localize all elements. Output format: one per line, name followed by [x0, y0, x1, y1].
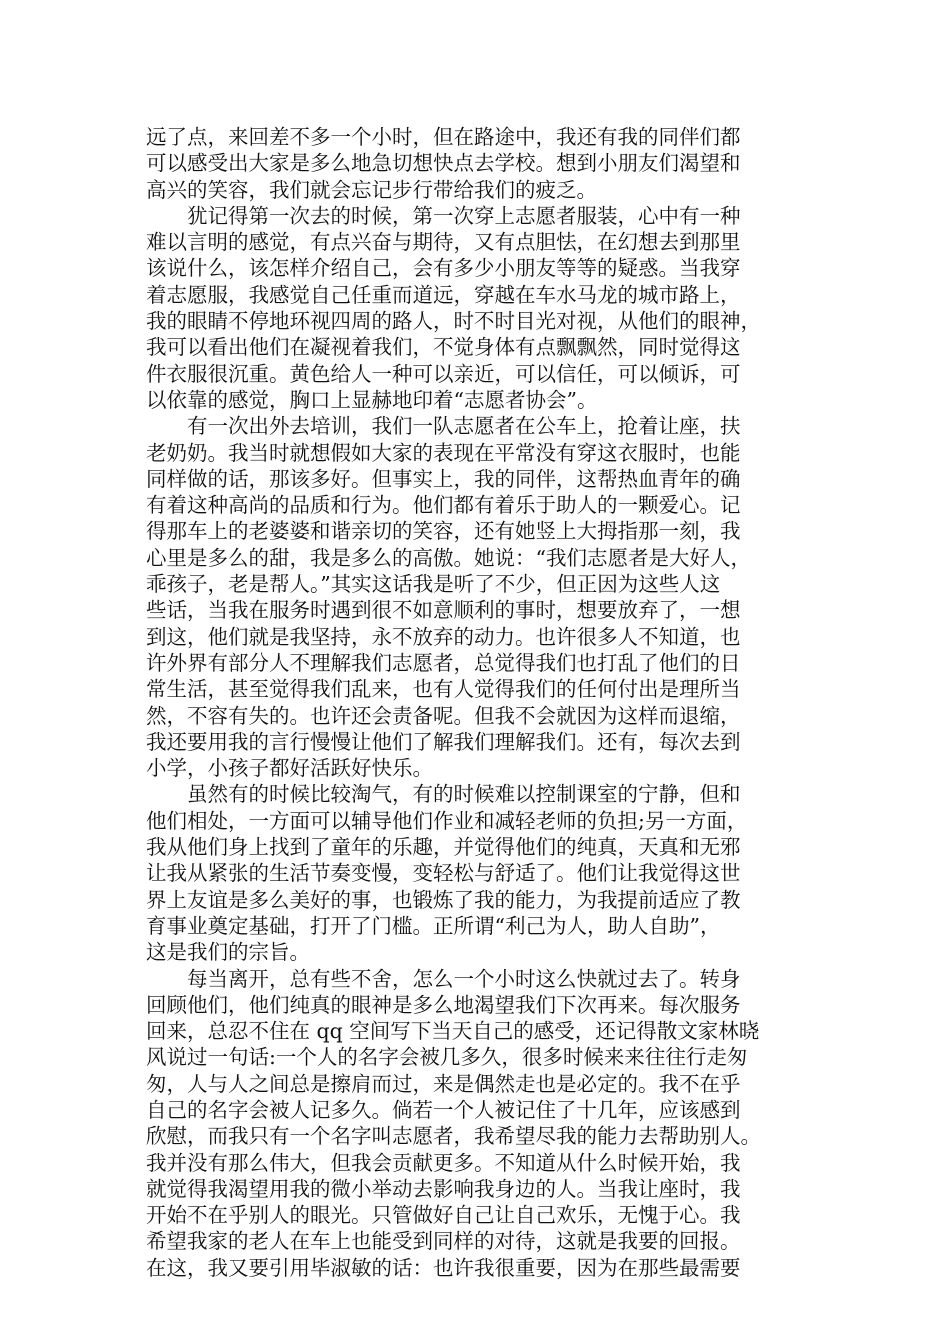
text-line: 心里是多么的甜，我是多么的高傲。她说：“我们志愿者是大好人， — [146, 545, 751, 570]
text-line: 每当离开，总有些不舍，怎么一个小时这么快就过去了。转身 — [187, 966, 741, 991]
text-line: 自己的名字会被人记多久。倘若一个人被记住了十几年，应该感到 — [146, 1097, 741, 1122]
text-line: 就觉得我渴望用我的微小举动去影响我身边的人。当我让座时，我 — [146, 1176, 741, 1201]
text-line: 他们相处，一方面可以辅导他们作业和减轻老师的负担;另一方面， — [146, 808, 748, 833]
text-line: 小学，小孩子都好活跃好快乐。 — [146, 756, 433, 781]
text-line: 犹记得第一次去的时候，第一次穿上志愿者服装，心中有一种 — [187, 203, 741, 228]
text-line: 我并没有那么伟大，但我会贡献更多。不知道从什么时候开始，我 — [146, 1150, 741, 1175]
text-line: 我的眼睛不停地环视四周的路人，时不时目光对视，从他们的眼神， — [146, 309, 761, 334]
text-line: 风说过一句话:一个人的名字会被几多久，很多时候来来往往行走匆 — [146, 1045, 748, 1070]
text-line: 希望我家的老人在车上也能受到同样的对待，这就是我要的回报。 — [146, 1229, 741, 1254]
text-line: 有一次出外去培训，我们一队志愿者在公车上，抢着让座，扶 — [187, 414, 741, 439]
text-line: 欣慰，而我只有一个名字叫志愿者，我希望尽我的能力去帮助别人。 — [146, 1124, 761, 1149]
body-text — [146, 124, 836, 1281]
text-line: 可以感受出大家是多么地急切想快点去学校。想到小朋友们渴望和 — [146, 151, 741, 176]
text-line: 件衣服很沉重。黄色给人一种可以亲近，可以信任，可以倾诉，可 — [146, 361, 741, 386]
text-line: 回来，总忍不住在 qq 空间写下当天自己的感受，还记得散文家林晓 — [146, 1019, 760, 1044]
text-line: 难以言明的感觉，有点兴奋与期待，又有点胆怯，在幻想去到那里 — [146, 230, 741, 255]
text-line: 些话，当我在服务时遇到很不如意顺利的事时，想要放弃了，一想 — [146, 598, 741, 623]
text-line: 许外界有部分人不理解我们志愿者，总觉得我们也打乱了他们的日 — [146, 650, 741, 675]
text-line: 常生活，甚至觉得我们乱来，也有人觉得我们的任何付出是理所当 — [146, 677, 741, 702]
text-line: 该说什么，该怎样介绍自己，会有多少小朋友等等的疑惑。当我穿 — [146, 256, 741, 281]
text-line: 我还要用我的言行慢慢让他们了解我们理解我们。还有，每次去到 — [146, 729, 741, 754]
text-line: 育事业奠定基础，打开了门槛。正所谓“利己为人，助人自助”， — [146, 913, 721, 938]
text-line: 远了点，来回差不多一个小时，但在路途中，我还有我的同伴们都 — [146, 125, 741, 149]
text-line: 着志愿服，我感觉自己任重而道远，穿越在车水马龙的城市路上， — [146, 282, 741, 307]
text-line: 以依靠的感觉，胸口上显赫地印着“志愿者协会”。 — [146, 387, 598, 412]
text-line: 匆，人与人之间总是擦肩而过，来是偶然走也是必定的。我不在乎 — [146, 1071, 741, 1096]
text-line: 高兴的笑容，我们就会忘记步行带给我们的疲乏。 — [146, 177, 597, 202]
text-line: 然，不容有失的。也许还会责备呢。但我不会就因为这样而退缩， — [146, 703, 741, 728]
text-line: 界上友谊是多么美好的事，也锻炼了我的能力，为我提前适应了教 — [146, 887, 741, 912]
text-line: 在这，我又要引用毕淑敏的话：也许我很重要，因为在那些最需要 — [146, 1255, 741, 1280]
text-line: 开始不在乎别人的眼光。只管做好自己让自己欢乐，无愧于心。我 — [146, 1203, 741, 1228]
text-line: 乖孩子，老是帮人。”其实这话我是听了不少，但正因为这些人这 — [146, 572, 721, 597]
text-line: 同样做的话，那该多好。但事实上，我的同伴，这帮热血青年的确 — [146, 466, 741, 491]
text-line: 我可以看出他们在凝视着我们，不觉身体有点飘飘然，同时觉得这 — [146, 335, 741, 360]
text-line: 回顾他们，他们纯真的眼神是多么地渴望我们下次再来。每次服务 — [146, 992, 741, 1017]
text-line: 我从他们身上找到了童年的乐趣，并觉得他们的纯真，天真和无邪 — [146, 835, 741, 860]
text-line: 这是我们的宗旨。 — [146, 940, 310, 965]
text-line: 得那车上的老婆婆和谐亲切的笑容，还有她竖上大拇指那一刻，我 — [146, 519, 741, 544]
text-line: 虽然有的时候比较淘气，有的时候难以控制课室的宁静，但和 — [187, 782, 741, 807]
text-line: 老奶奶。我当时就想假如大家的表现在平常没有穿这衣服时，也能 — [146, 440, 741, 465]
text-line: 到这，他们就是我坚持，永不放弃的动力。也许很多人不知道，也 — [146, 624, 741, 649]
text-line: 让我从紧张的生活节奏变慢，变轻松与舒适了。他们让我觉得这世 — [146, 861, 741, 886]
text-line: 有着这种高尚的品质和行为。他们都有着乐于助人的一颗爱心。记 — [146, 493, 741, 518]
